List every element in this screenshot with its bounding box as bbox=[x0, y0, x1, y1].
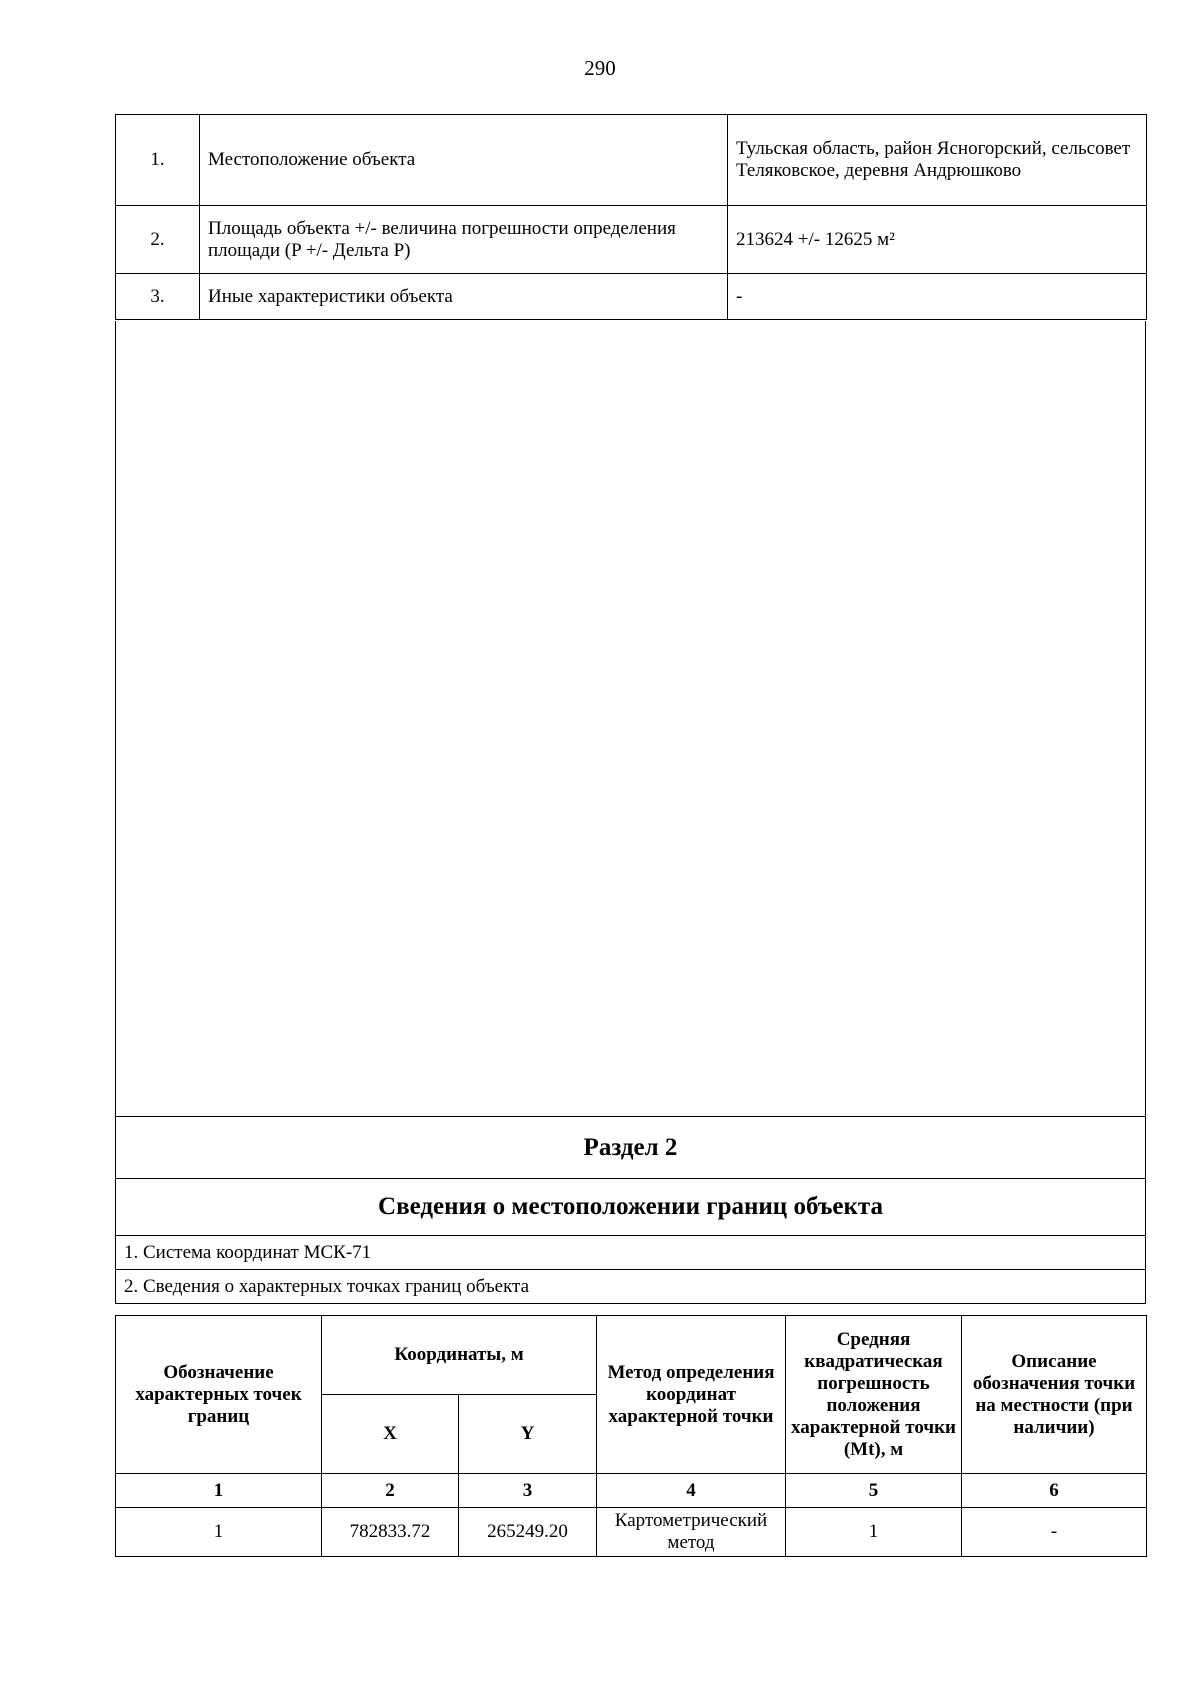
section-2-header bbox=[115, 1116, 1146, 1304]
row-value: - bbox=[728, 274, 1147, 320]
point-error: 1 bbox=[786, 1508, 962, 1557]
point-y: 265249.20 bbox=[459, 1508, 597, 1557]
header-y: Y bbox=[459, 1395, 597, 1474]
point-description: - bbox=[962, 1508, 1147, 1557]
page-number: 290 bbox=[584, 56, 616, 80]
row-value: 213624 +/- 12625 м² bbox=[728, 206, 1147, 274]
header-x: X bbox=[322, 1395, 459, 1474]
map-placeholder-area bbox=[115, 321, 1146, 1116]
points-heading: 2. Сведения о характерных точках границ объекта bbox=[124, 1275, 530, 1297]
coordinate-system: 1. Система координат МСК-71 bbox=[116, 1236, 1145, 1270]
header-designation: Обозначение характерных точек границ bbox=[116, 1316, 322, 1474]
header-coordinates: Координаты, м bbox=[322, 1316, 597, 1395]
column-number: 3 bbox=[459, 1474, 597, 1508]
header-method: Метод определения координат характерной точки bbox=[597, 1316, 786, 1474]
column-number: 6 bbox=[962, 1474, 1147, 1508]
row-label: Местоположение объекта bbox=[200, 115, 728, 206]
row-value: Тульская область, район Ясногорский, сельсовет Теляковское, деревня Андрюшково bbox=[728, 115, 1147, 206]
column-number: 5 bbox=[786, 1474, 962, 1508]
object-info-table bbox=[115, 114, 1147, 320]
row-number: 1. bbox=[116, 115, 200, 206]
point-x: 782833.72 bbox=[322, 1508, 459, 1557]
column-number: 2 bbox=[322, 1474, 459, 1508]
table-row bbox=[116, 115, 1147, 206]
header-row bbox=[116, 1316, 1147, 1395]
table-row bbox=[116, 274, 1147, 320]
row-number: 3. bbox=[116, 274, 200, 320]
table-row bbox=[116, 1508, 1147, 1557]
point-designation: 1 bbox=[116, 1508, 322, 1557]
header-description: Описание обозначения точки на местности (при наличии) bbox=[962, 1316, 1147, 1474]
row-label: Иные характеристики объекта bbox=[200, 274, 728, 320]
section-subtitle: Сведения о местоположении границ объекта bbox=[116, 1179, 1145, 1236]
header-error: Средняя квадратическая погрешность положения характерной точки (Mt), м bbox=[786, 1316, 962, 1474]
points-table bbox=[115, 1315, 1147, 1557]
point-method: Картометрический метод bbox=[597, 1508, 786, 1557]
table-row bbox=[116, 206, 1147, 274]
column-number: 1 bbox=[116, 1474, 322, 1508]
row-label: Площадь объекта +/- величина погрешности определения площади (P +/- Дельта P) bbox=[200, 206, 728, 274]
column-number: 4 bbox=[597, 1474, 786, 1508]
column-number-row bbox=[116, 1474, 1147, 1508]
row-number: 2. bbox=[116, 206, 200, 274]
section-title: Раздел 2 bbox=[116, 1117, 1145, 1179]
